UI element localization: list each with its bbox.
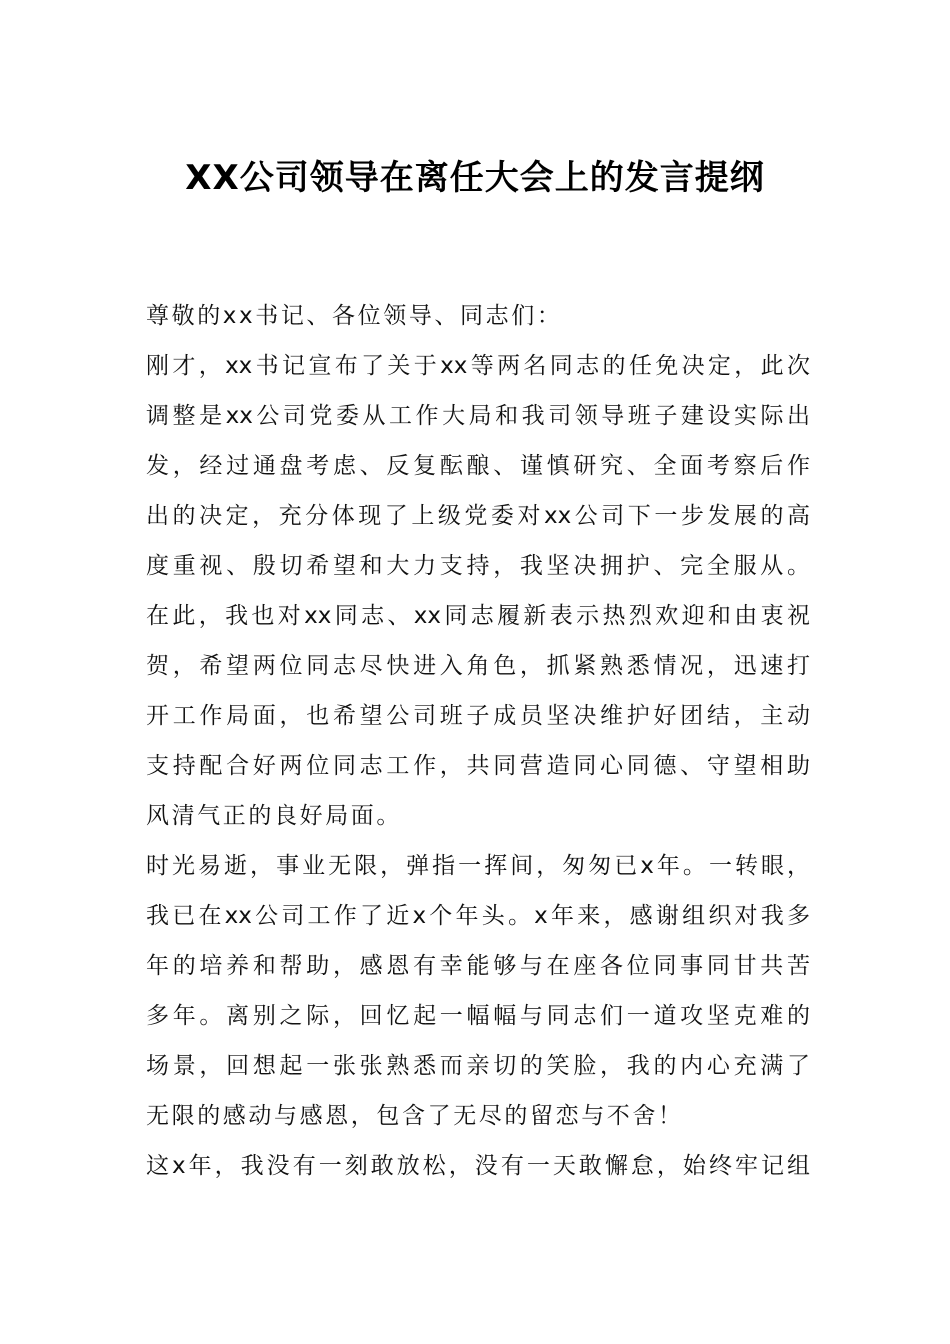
text-line: 度重视、殷切希望和大力支持，我坚决拥护、完全服从。 xyxy=(146,553,810,579)
text-line: 无限的感动与感恩，包含了无尽的留恋与不舍！ xyxy=(146,1103,684,1129)
text-line: 多年。离别之际，回忆起一幅幅与同志们一道攻坚克难的 xyxy=(146,1003,810,1029)
text-line: 调整是xx公司党委从工作大局和我司领导班子建设实际出 xyxy=(146,403,810,429)
text-line: 支持配合好两位同志工作，共同营造同心同德、守望相助 xyxy=(146,753,810,779)
document-title: XX公司领导在离任大会上的发言提纲 xyxy=(185,158,765,198)
document-body xyxy=(146,291,810,1191)
text-line: 开工作局面，也希望公司班子成员坚决维护好团结，主动 xyxy=(146,703,810,729)
text-line: 风清气正的良好局面。 xyxy=(146,803,402,829)
text-line: 这x年，我没有一刻敢放松，没有一天敢懈怠，始终牢记组 xyxy=(146,1153,810,1179)
text-line: 发，经过通盘考虑、反复酝酿、谨慎研究、全面考察后作 xyxy=(146,453,810,479)
text-line: 我已在xx公司工作了近x个年头。x年来，感谢组织对我多 xyxy=(146,903,810,929)
text-line: 刚才，xx书记宣布了关于xx等两名同志的任免决定，此次 xyxy=(146,353,810,379)
text-line-greeting: 尊敬的xx书记、各位领导、同志们： xyxy=(146,303,563,329)
text-line: 年的培养和帮助，感恩有幸能够与在座各位同事同甘共苦 xyxy=(146,953,810,979)
text-line: 贺，希望两位同志尽快进入角色，抓紧熟悉情况，迅速打 xyxy=(146,653,810,679)
text-line: 出的决定，充分体现了上级党委对xx公司下一步发展的高 xyxy=(146,503,810,529)
text-line: 场景，回想起一张张熟悉而亲切的笑脸，我的内心充满了 xyxy=(146,1053,810,1079)
text-line: 时光易逝，事业无限，弹指一挥间，匆匆已x年。一转眼， xyxy=(146,853,810,879)
text-line: 在此，我也对xx同志、xx同志履新表示热烈欢迎和由衷祝 xyxy=(146,603,810,629)
